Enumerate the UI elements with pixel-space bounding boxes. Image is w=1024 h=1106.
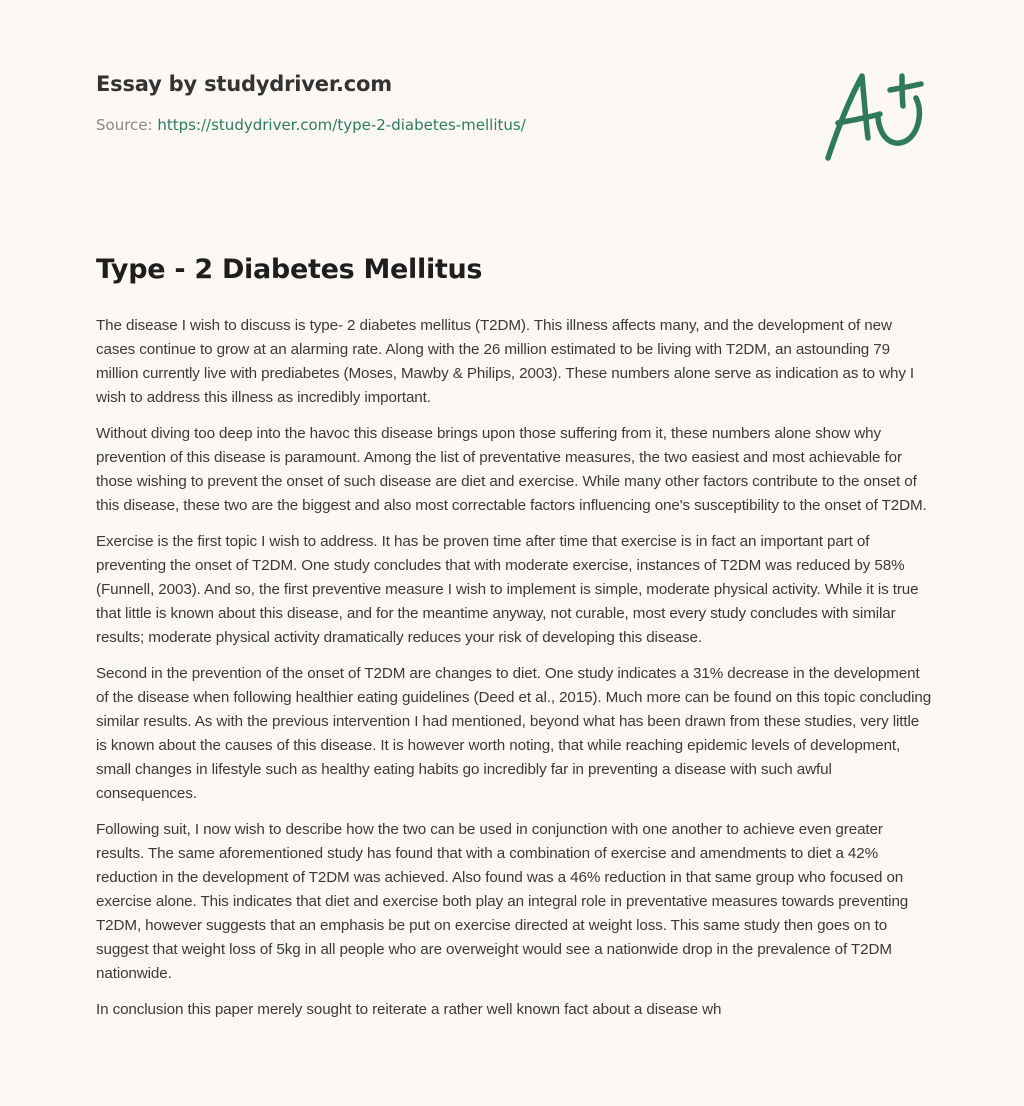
site-title: Essay by studydriver.com (96, 72, 392, 96)
essay-paragraph: Second in the prevention of the onset of T2DM are changes to diet. One study indicates a 31% decrease in the development of the disease when following healthier eating guidelines (Deed et al., 2015). Much more can be found on this topic concluding similar results. As with the previous intervention I had mentioned, beyond what has been drawn from these studies, very little is known about the causes of this disease. It is however worth noting, that while reaching epidemic levels of development, small changes in lifestyle such as healthy eating habits go incredibly far in preventing a disease with such awful consequences. (96, 665, 932, 802)
essay-paragraph: In conclusion this paper merely sought to reiterate a rather well known fact about a disease wh (96, 1001, 722, 1018)
a-plus-grade-icon (818, 68, 938, 168)
essay-body (96, 314, 932, 1034)
essay-paragraph: Following suit, I now wish to describe how the two can be used in conjunction with one another to achieve even greater results. The same aforementioned study has found that with a combination of exercise and amendments to diet a 42% reduction in the development of T2DM was achieved. Also found was a 46% reduction in that same group who focused on exercise alone. This indicates that diet and exercise both play an integral role in preventative measures towards preventing T2DM, however suggests that an emphasis be put on exercise directed at weight loss. This same study then goes on to suggest that weight loss of 5kg in all people who are overweight would see a nationwide drop in the prevalence of T2DM nationwide. (96, 821, 909, 982)
essay-title: Type - 2 Diabetes Mellitus (96, 254, 483, 285)
essay-paragraph: Exercise is the first topic I wish to address. It has be proven time after time that exercise is in fact an important part of preventing the onset of T2DM. One study concludes that with moderate exercise, instances of T2DM was reduced by 58% (Funnell, 2003). And so, the first preventive measure I wish to implement is simple, moderate physical activity. While it is true that little is known about this disease, and for the meantime anyway, not curable, most every study concludes with similar results; moderate physical activity dramatically reduces your risk of developing this disease. (96, 533, 919, 646)
essay-paragraph: The disease I wish to discuss is type- 2 diabetes mellitus (T2DM). This illness affects many, and the development of new cases continue to grow at an alarming rate. Along with the 26 million estimated to be living with T2DM, an astounding 79 million currently live with prediabetes (Moses, Mawby & Philips, 2003). These numbers alone serve as indication as to why I wish to address this illness as incredibly important. (96, 317, 915, 406)
source-link[interactable]: https://studydriver.com/type-2-diabetes-mellitus/ (157, 116, 526, 134)
essay-paragraph: Without diving too deep into the havoc this disease brings upon those suffering from it, these numbers alone show why prevention of this disease is paramount. Among the list of preventative measures, the two easiest and most achievable for those wishing to prevent the onset of such disease are diet and exercise. While many other factors contribute to the onset of this disease, these two are the biggest and also most correctable factors influencing one's susceptibility to the onset of T2DM. (96, 425, 927, 514)
source-line (96, 116, 796, 134)
source-label: Source: (96, 116, 158, 134)
essay-header (96, 72, 796, 134)
